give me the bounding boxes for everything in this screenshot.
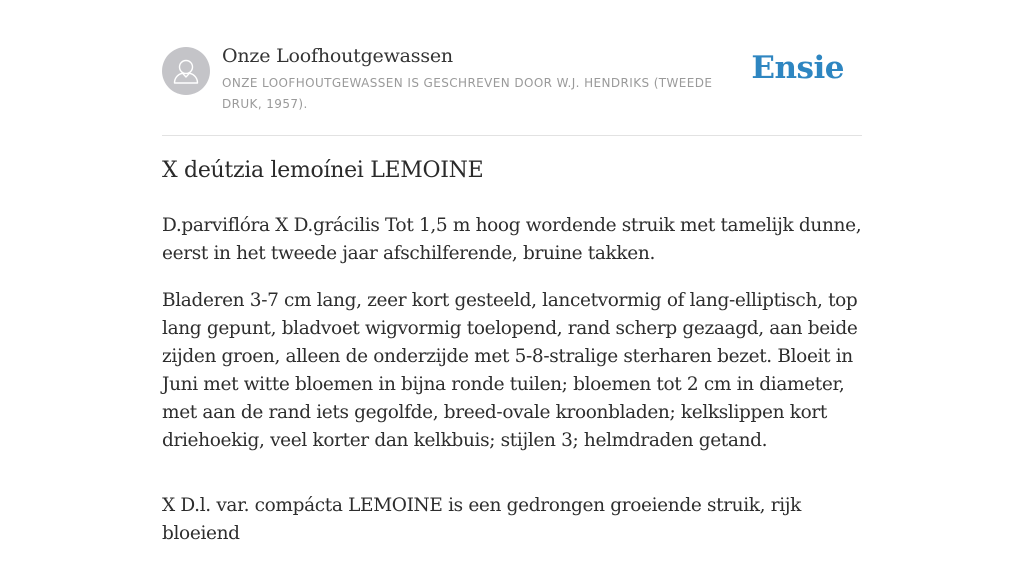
entry-content (162, 212, 864, 567)
header-divider (162, 135, 862, 136)
book-subtitle: ONZE LOOFHOUTGEWASSEN IS GESCHREVEN DOOR W.J. HENDRIKS (TWEEDE DRUK, 1957). (222, 76, 713, 111)
entry-paragraph: D.parviflóra X D.grácilis Tot 1,5 m hoog wordende struik met tamelijk dunne, eerst in het tweede jaar afschilferende, bruine takken. (162, 215, 862, 264)
entry-paragraph: Bladeren 3-7 cm lang, zeer kort gesteeld, lancetvormig of lang-elliptisch, top lang gepunt, bladvoet wigvormig toelopend, rand scherp gezaagd, aan beide zijden groen, alleen de onderzijde met 5-8-stralige sterharen bezet. Bloeit in Juni met witte bloemen in bijna ronde tuilen; bloemen tot 2 cm in diameter, met aan de rand iets gegolfde, breed-ovale kroonbladen; kelkslippen kort driehoekig, veel korter dan kelkbuis; stijlen 3; helmdraden getand. (162, 290, 858, 451)
entry-title: X deútzia lemoínei LEMOINE (162, 158, 484, 183)
book-header (162, 40, 862, 135)
user-silhouette-icon (162, 47, 210, 95)
entry-paragraph: X D.l. var. compácta LEMOINE is een gedrongen groeiende struik, rijk bloeiend (162, 495, 802, 544)
page (162, 0, 862, 544)
ensie-logo-link[interactable]: Ensie (751, 50, 844, 86)
book-title[interactable]: Onze Loofhoutgewassen (222, 45, 453, 67)
